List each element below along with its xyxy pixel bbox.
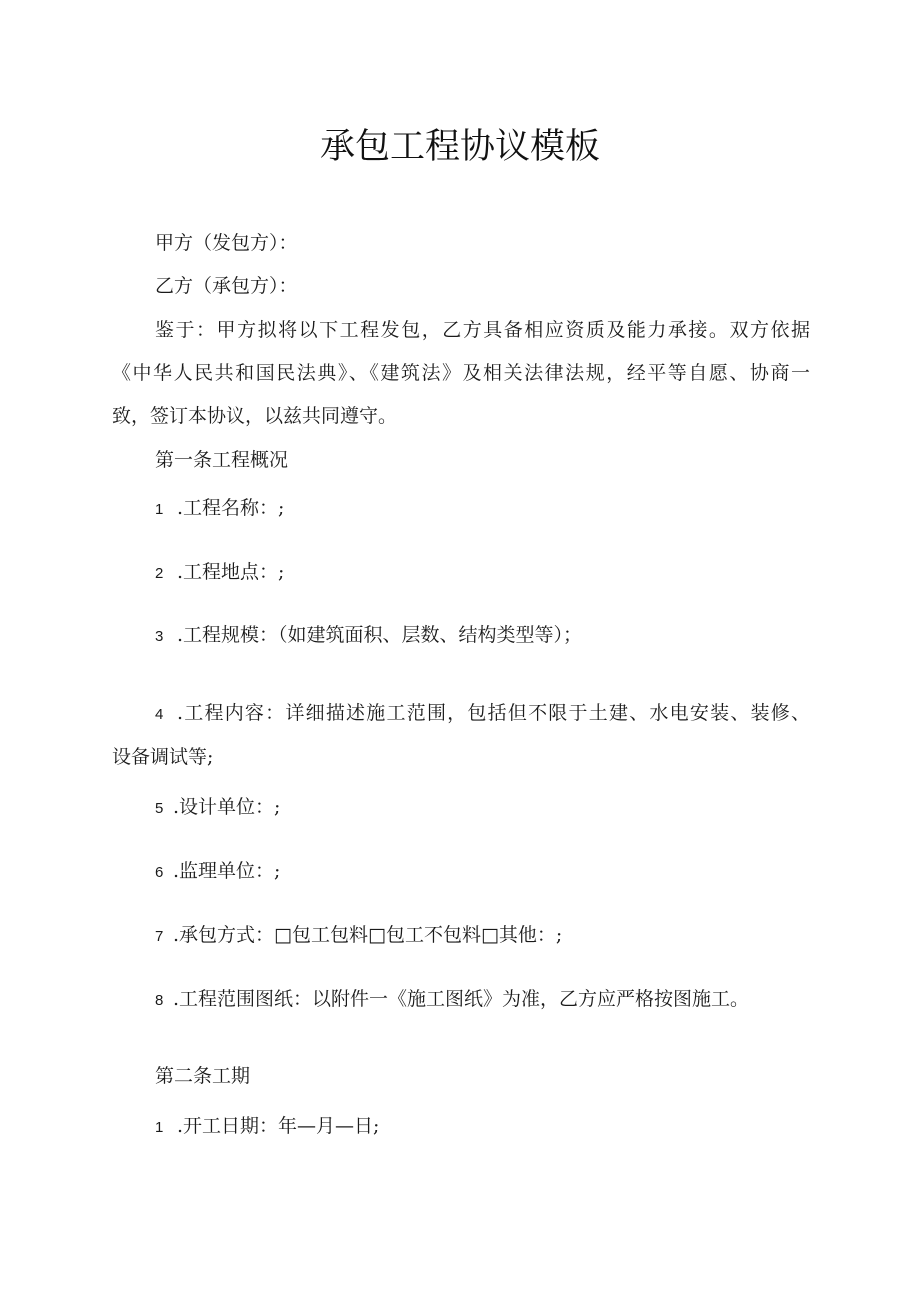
- preamble-line-1: 鉴于：甲方拟将以下工程发包，乙方具备相应资质及能力承接。双方依据: [155, 319, 810, 341]
- item-number: 3: [155, 628, 164, 645]
- item-text: .工程内容：详细描述施工范围，包括但不限于土建、水电安装、装修、: [177, 702, 810, 724]
- item-number: 2: [155, 565, 164, 582]
- item-number: 8: [155, 992, 164, 1009]
- list-item-continuation: 设备调试等;: [112, 746, 214, 768]
- article-2-heading: 第二条工期: [155, 1065, 251, 1087]
- item-number: 7: [155, 928, 164, 945]
- list-item: [155, 557, 284, 589]
- item-number: 4: [155, 706, 164, 723]
- list-item: [155, 493, 284, 525]
- item-text: .工程地点：;: [177, 561, 285, 583]
- list-item: [155, 698, 810, 730]
- preamble-line-2: 《中华人民共和国民法典》、《建筑法》及相关法律法规，经平等自愿、协商一: [112, 362, 810, 384]
- item-text: .工程名称：;: [177, 497, 285, 519]
- list-item: [155, 792, 280, 824]
- item-text: .开工日期：年—月—日;: [177, 1115, 380, 1137]
- item-text: .工程范围图纸：以附件一《施工图纸》为准，乙方应严格按图施工。: [173, 988, 750, 1010]
- item-text: .设计单位：;: [173, 796, 281, 818]
- list-item: [155, 1111, 379, 1143]
- item-text: .监理单位：;: [173, 860, 281, 882]
- list-item: [155, 856, 280, 888]
- item-number: 1: [155, 1119, 164, 1136]
- preamble-line-3: 致，签订本协议，以兹共同遵守。: [112, 405, 398, 427]
- item-text: .承包方式：□包工包料□包工不包料□其他：;: [173, 924, 563, 946]
- party-a-line: 甲方（发包方）：: [155, 232, 298, 254]
- document-title: 承包工程协议模板: [319, 127, 600, 167]
- article-1-heading: 第一条工程概况: [155, 449, 289, 471]
- list-item: [155, 984, 749, 1016]
- item-number: 5: [155, 800, 164, 817]
- item-text: .工程规模：（如建筑面积、层数、结构类型等）；: [177, 624, 583, 646]
- item-number: 6: [155, 864, 164, 881]
- list-item: [155, 620, 582, 652]
- item-number: 1: [155, 501, 164, 518]
- party-b-line: 乙方（承包方）：: [155, 275, 298, 297]
- list-item: [155, 920, 562, 952]
